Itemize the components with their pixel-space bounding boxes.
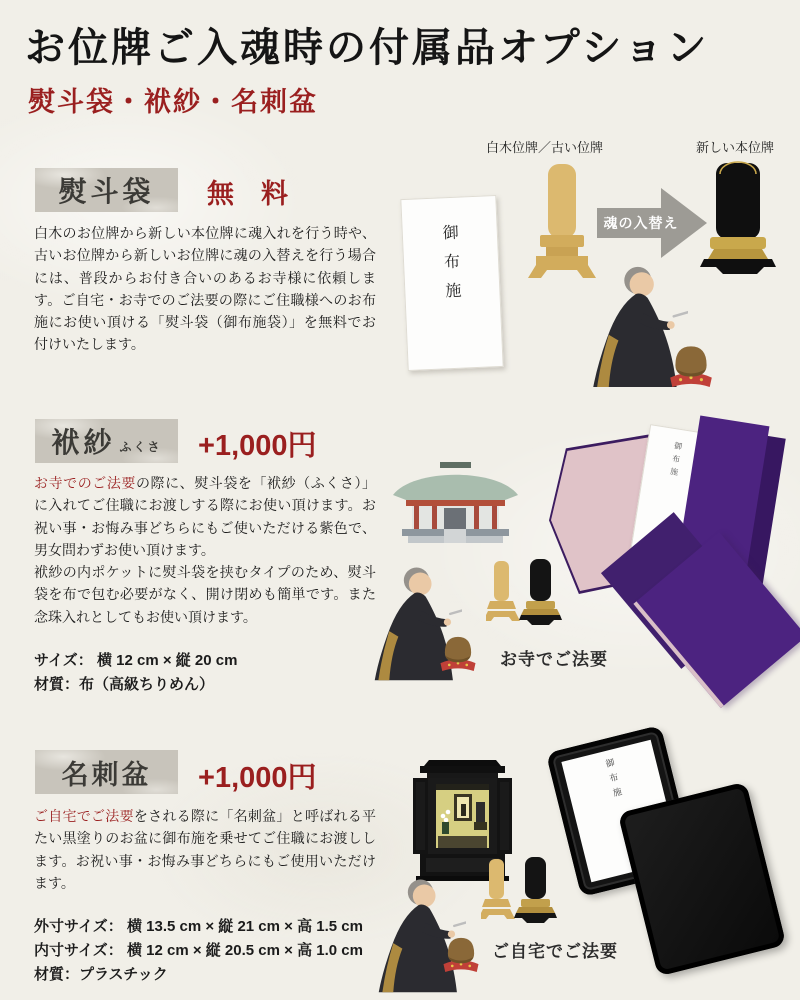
fukusa-description: [34, 472, 376, 628]
fukusa-spec-size: サイズ： 横 12 cm × 縦 20 cm: [34, 652, 238, 669]
noshibukuro-badge: [35, 168, 178, 212]
orin-bell-icon: [666, 336, 716, 388]
tray-envelope-text: 御布施: [602, 757, 624, 804]
meishibon-specs: [34, 915, 363, 987]
noshibukuro-description-text: 白木のお位牌から新しい本位牌に魂入れを行う時や、古いお位牌から新しいお位牌に魂の入替えを行う場合には、普段からお付き合いのあるお寺様に依頼します。ご自宅・お寺でのご法要の際にご住職様へのお布施にお使い頂ける「熨斗袋（御布施袋）」を無料でお付けいたします。: [34, 225, 376, 353]
meishibon-description-text: をされる際に「名刺盆」と呼ばれる平たい黒塗りのお盆に御布施を乗せてご住職にお渡しします。お祝い事・お悔み事どちらにもご使用いただけます。: [34, 808, 377, 891]
meishibon-badge: [35, 750, 178, 794]
fukusa-description-text2: 袱紗の内ポケットに熨斗袋を挟むタイプのため、熨斗袋を布で包む必要がなく、開け閉めも簡単です。また念珠入れとしてもお使い頂けます。: [34, 564, 376, 625]
fukusa-description-text: の際に、熨斗袋を「袱紗（ふくさ）」に入れてご住職にお渡しする際にお使い頂けます。お祝い事・お悔み事どちらにもご使いただける紫色で、男女問わずお使い頂けます。: [34, 475, 377, 558]
meishibon-spec-outer: 外寸サイズ： 横 13.5 cm × 縦 21 cm × 高 1.5 cm: [34, 918, 363, 935]
page-subtitle: 熨斗袋・袱紗・名刺盆: [28, 87, 318, 117]
meishibon-spec-material: 材質：プラスチック: [34, 966, 168, 983]
arrow-label: 魂の入替え: [603, 215, 679, 231]
fukusa-envelope-text: 御布施: [668, 441, 684, 481]
fukusa-specs: [34, 649, 237, 697]
fukusa-badge: [35, 419, 178, 463]
ofuse-envelope: [400, 195, 503, 371]
meishibon-tray-empty: [618, 782, 787, 977]
ihai-black-icon: [698, 160, 778, 282]
label-old-ihai: 白木位牌／古い位牌: [486, 140, 604, 155]
page-title: お位牌ご入魂時の付属品オプション: [25, 25, 710, 70]
ihai-pair-icon: [481, 856, 557, 926]
noshibukuro-description: [34, 222, 376, 356]
fukusa-scene-caption: お寺でご法要: [500, 650, 608, 669]
noshibukuro-badge-label: 熨斗袋: [58, 177, 155, 208]
ihai-pair-icon: [486, 559, 562, 627]
label-new-ihai: 新しい本位牌: [696, 140, 775, 155]
fukusa-badge-ruby: ふくさ: [119, 439, 162, 454]
fukusa-price: +1,000円: [198, 430, 317, 462]
orin-bell-icon: [437, 627, 479, 673]
meishibon-badge-label: 名刺盆: [61, 759, 152, 790]
meishibon-scene-caption: ご自宅でご法要: [492, 942, 618, 961]
fukusa-spec-material: 材質：布（高級ちりめん）: [34, 676, 215, 693]
meishibon-price: +1,000円: [198, 762, 317, 794]
meishibon-description: [34, 805, 376, 894]
fukusa-badge-label: 袱紗: [51, 428, 116, 459]
fukusa-description-highlight: お寺でのご法要: [34, 475, 136, 491]
temple-icon: [388, 452, 523, 552]
meishibon-spec-inner: 内寸サイズ： 横 12 cm × 縦 20.5 cm × 高 1.0 cm: [34, 942, 363, 959]
soul-transfer-arrow: [597, 184, 709, 262]
noshibukuro-price: 無 料: [207, 179, 288, 209]
ofuse-envelope-text: 御布施: [439, 223, 463, 312]
meishibon-description-highlight: ご自宅でご法要: [34, 808, 134, 824]
orin-bell-icon: [440, 928, 482, 974]
